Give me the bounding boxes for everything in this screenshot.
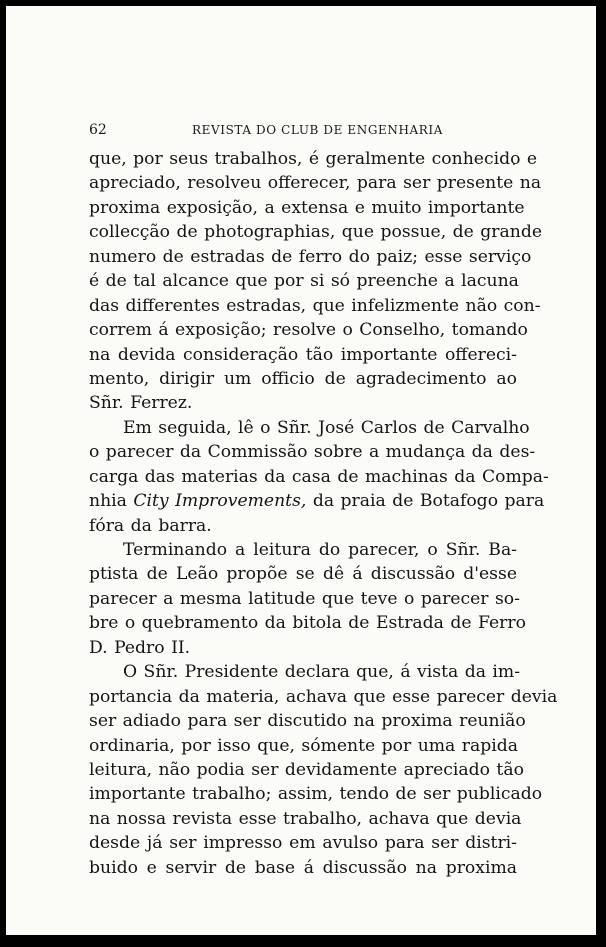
text-line: Sñr. Ferrez. xyxy=(89,393,193,414)
text-line: bre o quebramento da bitola de Estrada de Ferro xyxy=(89,613,526,634)
text-line: buido e servir de base á discussão na proxima xyxy=(89,857,517,878)
text-line: parecer a mesma latitude que teve o parecer so- xyxy=(89,588,520,609)
text-line: numero de estradas de ferro do paiz; esse serviço xyxy=(89,246,532,267)
text-line: é de tal alcance que por si só preenche a lacuna xyxy=(89,271,519,292)
text-line: fóra da barra. xyxy=(89,515,212,536)
text-line: ordinaria, por isso que, sómente por uma rapida xyxy=(89,735,518,756)
text-line: na devida consideração tão importante offereci- xyxy=(89,344,517,365)
text-line: D. Pedro II. xyxy=(89,637,191,658)
text-line: importante trabalho; assim, tendo de ser publicado xyxy=(89,784,543,805)
text-line: que, por seus trabalhos, é geralmente conhecido e xyxy=(89,149,538,169)
text-line: desde já ser impresso em avulso para ser distri- xyxy=(89,833,517,854)
text-line: ser adiado para ser discutido na proxima reunião xyxy=(89,711,526,732)
page-number: 62 xyxy=(89,122,107,138)
paragraph-start: O Sñr. Presidente declara que, á vista da im- xyxy=(123,662,521,683)
text-line: das differentes estradas, que infelizmente não con- xyxy=(89,295,541,316)
book-page xyxy=(6,6,596,935)
running-head: REVISTA DO CLUB DE ENGENHARIA xyxy=(192,123,444,137)
text-line: portancia da materia, achava que esse parecer devia xyxy=(89,686,558,707)
text-line: apreciado, resolveu offerecer, para ser presente na xyxy=(89,173,542,194)
body-text xyxy=(89,147,558,880)
text-line: carga das materias da casa de machinas da Compa- xyxy=(89,466,549,487)
text-line: na nossa revista esse trabalho, achava que devia xyxy=(89,808,522,829)
text-segment: da praia de Botafogo para xyxy=(306,491,545,512)
text-line: leitura, não podia ser devidamente apreciado tão xyxy=(89,759,524,780)
text-segment: nhia xyxy=(89,491,134,512)
text-line: ptista de Leão propõe se dê á discussão d'esse xyxy=(89,564,517,585)
text-line: o parecer da Commissão sobre a mudança da des- xyxy=(89,442,536,463)
paragraph-start: Em seguida, lê o Sñr. José Carlos de Carvalho xyxy=(123,417,530,438)
paragraph-start: Terminando a leitura do parecer, o Sñr. Ba- xyxy=(123,540,517,560)
text-line: correm á exposição; resolve o Conselho, tomando xyxy=(89,320,528,341)
text-line: collecção de photographias, que possue, de grande xyxy=(89,222,543,243)
text-line-with-italic xyxy=(89,489,545,513)
text-line: proxima exposição, a extensa e muito importante xyxy=(89,197,525,218)
text-line: mento, dirigir um officio de agradecimento ao xyxy=(89,368,517,389)
italic-company-name: City Improvements, xyxy=(133,491,307,512)
